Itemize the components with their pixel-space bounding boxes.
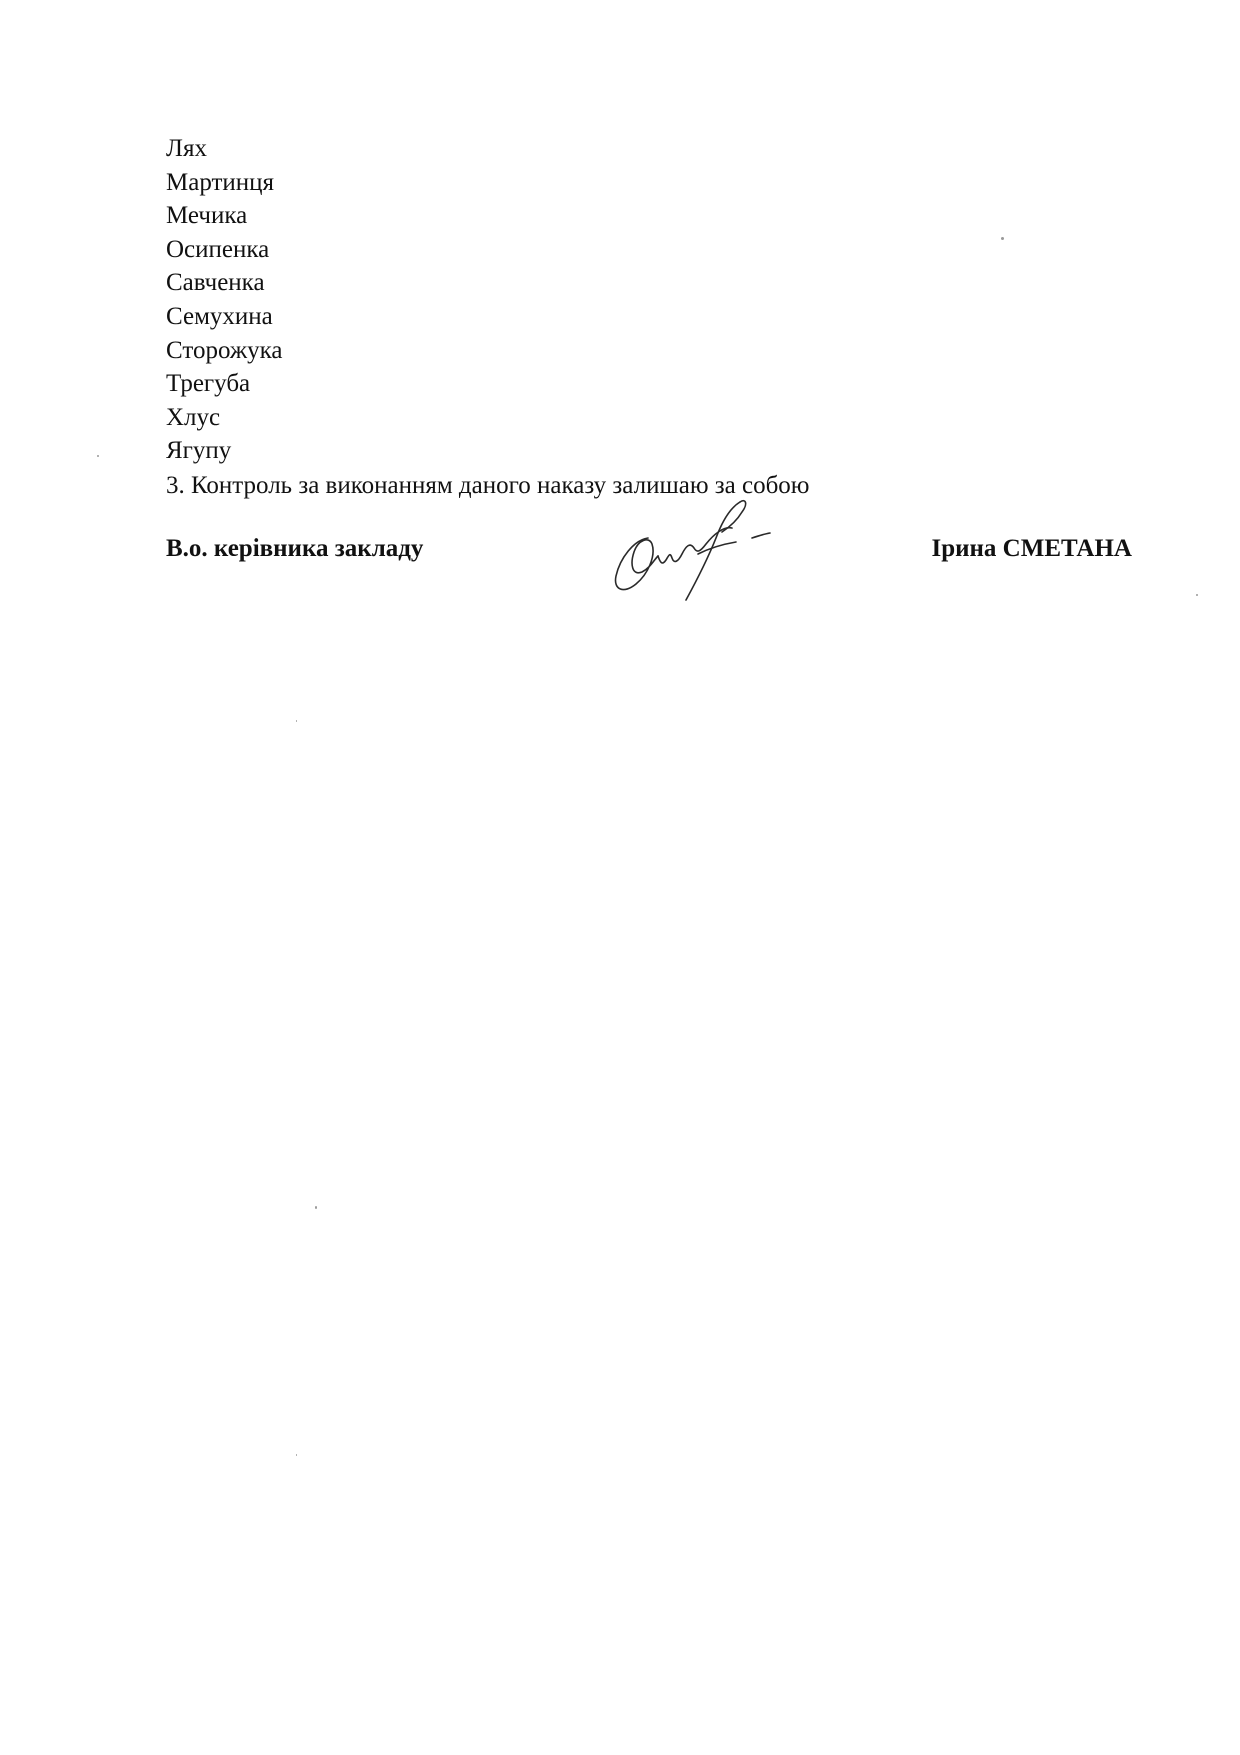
signature-block <box>166 532 1132 612</box>
scan-speck <box>296 720 297 722</box>
name-list-item: Сторожука <box>166 336 283 364</box>
signer-name: Ірина СМЕТАНА <box>931 535 1132 562</box>
scan-speck <box>1196 594 1198 596</box>
name-list-item: Трегуба <box>166 370 251 398</box>
name-list-item: Хлус <box>166 403 221 431</box>
name-list-item: Семухина <box>166 302 273 330</box>
scan-speck <box>97 455 99 457</box>
name-list-item: Мартинця <box>166 168 275 196</box>
scan-speck <box>1001 237 1004 240</box>
name-list-item: Мечика <box>166 202 248 230</box>
name-list-item: Ягупу <box>166 437 232 465</box>
name-list-item: Лях <box>166 135 207 162</box>
name-list-item: Осипенка <box>166 235 270 263</box>
name-list <box>166 132 282 468</box>
handwritten-signature-icon <box>606 496 776 606</box>
name-list-item: Савченка <box>166 269 265 297</box>
control-clause: 3. Контроль за виконанням даного наказу залишаю за собою <box>166 472 810 499</box>
signer-position-title: В.о. керівника закладу <box>166 535 424 562</box>
scan-speck <box>315 1206 317 1209</box>
scan-speck <box>296 1454 297 1456</box>
